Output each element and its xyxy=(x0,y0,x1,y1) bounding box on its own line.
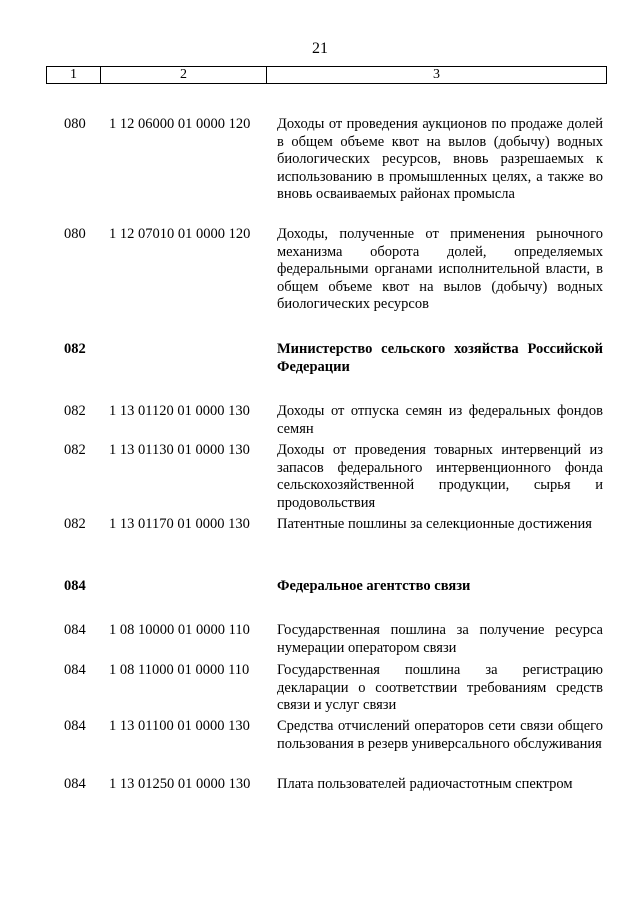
revenue-description: Государственная пошлина за получение ресурса нумерации оператором связи xyxy=(277,622,603,656)
column-header-3: 3 xyxy=(433,67,440,82)
admin-code: 084 xyxy=(64,718,86,734)
budget-code: 1 08 11000 01 0000 110 xyxy=(109,662,250,678)
revenue-description: Государственная пошлина за регистрацию декларации о соответствии требованиям средств связи и услуг связи xyxy=(277,662,603,713)
admin-code: 080 xyxy=(64,116,86,132)
budget-code: 1 13 01100 01 0000 130 xyxy=(109,718,250,734)
column-header-1: 1 xyxy=(47,67,101,83)
revenue-description: Средства отчислений операторов сети связи общего пользования в резерв универсального обслуживания xyxy=(277,718,603,752)
admin-code: 080 xyxy=(64,226,86,242)
budget-code: 1 12 06000 01 0000 120 xyxy=(109,116,251,132)
agency-name: Федеральное агентство связи xyxy=(277,578,471,594)
revenue-description: Плата пользователей радиочастотным спектром xyxy=(277,776,573,792)
revenue-description: Патентные пошлины за селекционные достижения xyxy=(277,516,592,532)
column-header-row xyxy=(46,66,607,84)
budget-code: 1 12 07010 01 0000 120 xyxy=(109,226,251,242)
revenue-description: Доходы от проведения товарных интервенций из запасов федерального интервенционного фонда сельскохозяйственной продукции, сырья и продовольствия xyxy=(277,442,603,511)
budget-code: 1 13 01170 01 0000 130 xyxy=(109,516,250,532)
budget-code: 1 13 01250 01 0000 130 xyxy=(109,776,251,792)
admin-code: 082 xyxy=(64,341,86,357)
agency-name: Министерство сельского хозяйства Российской Федерации xyxy=(277,341,603,375)
revenue-description: Доходы, полученные от применения рыночного механизма оборота долей, определяемых федеральными органами исполнительной власти, в общем объеме квот на вылов (добычу) водных биологических ресурсов xyxy=(277,226,603,312)
admin-code: 084 xyxy=(64,662,86,678)
admin-code: 084 xyxy=(64,622,86,638)
admin-code: 084 xyxy=(64,776,86,792)
admin-code: 084 xyxy=(64,578,86,594)
page-number: 21 xyxy=(312,40,328,57)
admin-code: 082 xyxy=(64,516,86,532)
budget-code: 1 13 01120 01 0000 130 xyxy=(109,403,250,419)
admin-code: 082 xyxy=(64,403,86,419)
budget-code: 1 13 01130 01 0000 130 xyxy=(109,442,250,458)
revenue-description: Доходы от отпуска семян из федеральных фондов семян xyxy=(277,403,603,437)
column-header-2: 2 xyxy=(101,67,267,83)
revenue-description: Доходы от проведения аукционов по продаже долей в общем объеме квот на вылов (добычу) водных биологических ресурсов, вновь разрешаемых к использованию в промышленных целях, а также во вновь осваиваемых районах промысла xyxy=(277,116,603,202)
admin-code: 082 xyxy=(64,442,86,458)
budget-code: 1 08 10000 01 0000 110 xyxy=(109,622,250,638)
